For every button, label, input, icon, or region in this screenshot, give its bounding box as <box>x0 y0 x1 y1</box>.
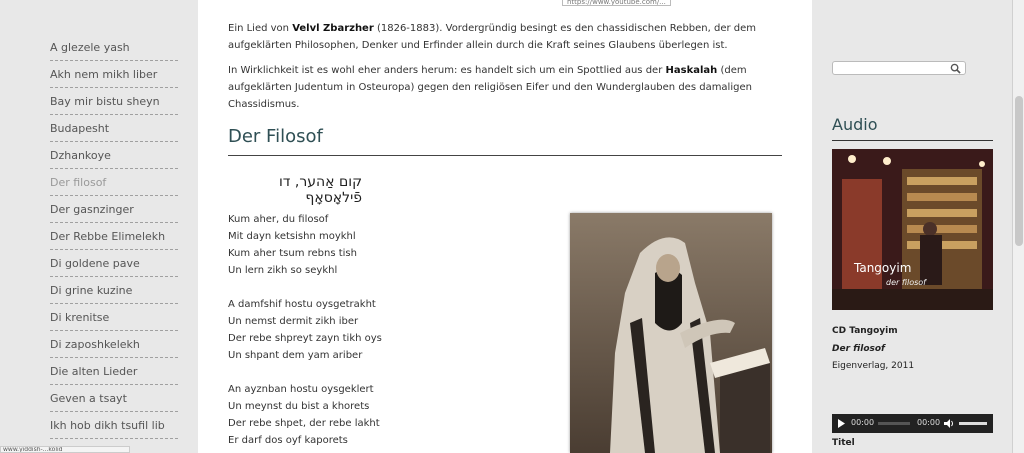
lyric-line: Kum aher, du filosof <box>228 214 329 225</box>
lyric-line: Un shpant dem yam ariber <box>228 350 363 361</box>
lyric-line: Un nemst dermit zikh iber <box>228 316 359 327</box>
rabbi-photo <box>570 213 772 453</box>
titel-label: Titel <box>832 438 855 448</box>
nav-item-dzhankoye[interactable]: Dzhankoye <box>50 142 178 169</box>
album-cover[interactable] <box>832 149 993 310</box>
intro-paragraph-1 <box>228 20 788 54</box>
stanza-1 <box>228 211 528 279</box>
play-icon[interactable] <box>837 419 846 428</box>
volume-icon[interactable] <box>944 419 954 428</box>
stanza-2 <box>228 296 528 364</box>
nav-item-ikh-hob-dikh-tsufil-lib[interactable]: Ikh hob dikh tsufil lib <box>50 412 178 439</box>
volume-slider[interactable] <box>959 422 987 425</box>
nav-item-di-goldene-pave[interactable]: Di goldene pave <box>50 250 178 277</box>
audio-heading: Audio <box>832 115 993 141</box>
url-tooltip: https://www.youtube.com/... <box>562 0 671 6</box>
nav-item-akh-nem-mikh-liber[interactable]: Akh nem mikh liber <box>50 61 178 88</box>
intro-paragraph-2 <box>228 62 788 113</box>
cover-subtitle: der filosof <box>886 278 926 287</box>
lyric-line: Kum aher tsum rebns tish <box>228 248 357 259</box>
lyric-line: Un meynst du bist a khorets <box>228 401 370 412</box>
intro1-text-start: Ein Lied von <box>228 23 293 34</box>
nav-item-der-filosof[interactable]: Der filosof <box>50 169 178 196</box>
lyric-line: An ayznban hostu oysgeklert <box>228 384 374 395</box>
player-current-time: 00:00 <box>851 418 875 427</box>
lyric-line: Er darf dos oyf kaporets <box>228 435 348 446</box>
nav-item-geven-a-tsayt[interactable]: Geven a tsayt <box>50 385 178 412</box>
player-total-time: 00:00 <box>917 418 941 427</box>
main-content <box>198 0 812 453</box>
yiddish-title: קום אַהער, דו פֿילאָסאָף <box>278 174 362 206</box>
lyric-line: Der rebe shpet, der rebe lakht <box>228 418 380 429</box>
haskalah-term: Haskalah <box>665 65 718 76</box>
nav-item-die-alten-lieder[interactable]: Die alten Lieder <box>50 358 178 385</box>
section-title: Der Filosof <box>228 126 782 156</box>
search-input[interactable] <box>832 61 966 75</box>
intro1-text-end: (1826-1883). Vordergründig besingt es den chassidischen Rebben, der dem aufgeklärten Philosophen, Denker und Erfinder allein durch die Kraft seines Glaubens überlegen ist. <box>228 23 757 51</box>
nav-item-a-glezele-yash[interactable]: A glezele yash <box>50 34 178 61</box>
nav-item-der-gasnzinger[interactable]: Der gasnzinger <box>50 196 178 223</box>
page-scrollbar[interactable] <box>1012 0 1024 453</box>
nav-item-di-krenitse[interactable]: Di krenitse <box>50 304 178 331</box>
nav-item-budapesht[interactable]: Budapesht <box>50 115 178 142</box>
cover-title: Tangoyim <box>854 261 912 275</box>
lyric-line: A damfshif hostu oysgetrakht <box>228 299 376 310</box>
cd-publisher: Eigenverlag, 2011 <box>832 361 915 371</box>
stanza-3 <box>228 381 528 449</box>
audio-player[interactable] <box>832 414 993 433</box>
search-icon[interactable] <box>950 63 961 74</box>
nav-item-der-rebbe-elimelekh[interactable]: Der Rebbe Elimelekh <box>50 223 178 250</box>
lyric-line: Der rebe shpreyt zayn tikh oys <box>228 333 382 344</box>
left-navigation <box>0 0 198 453</box>
scrollbar-thumb[interactable] <box>1015 96 1023 246</box>
status-bar-url: www.yiddish-...kolid <box>0 446 130 453</box>
lyric-line: Un lern zikh so seykhl <box>228 265 338 276</box>
author-name: Velvl Zbarzher <box>292 23 374 34</box>
nav-item-di-zaposhkelekh[interactable]: Di zaposhkelekh <box>50 331 178 358</box>
cd-song: Der filosof <box>832 344 885 354</box>
intro2-text-end: (dem aufgeklärten Judentum in Osteuropa) gegen den religiösen Eifer und den Wunderglauben des damaligen Chassidismus. <box>228 65 752 110</box>
nav-item-bay-mir-bistu-sheyn[interactable]: Bay mir bistu sheyn <box>50 88 178 115</box>
nav-item-di-grine-kuzine[interactable]: Di grine kuzine <box>50 277 178 304</box>
right-sidebar <box>812 0 1012 453</box>
lyric-line: Mit dayn ketsishn moykhl <box>228 231 356 242</box>
cd-label: CD Tangoyim <box>832 326 898 336</box>
player-progress-bar[interactable] <box>878 422 910 425</box>
intro2-text-start: In Wirklichkeit ist es wohl eher anders herum: es handelt sich um ein Spottlied aus der <box>228 65 666 76</box>
